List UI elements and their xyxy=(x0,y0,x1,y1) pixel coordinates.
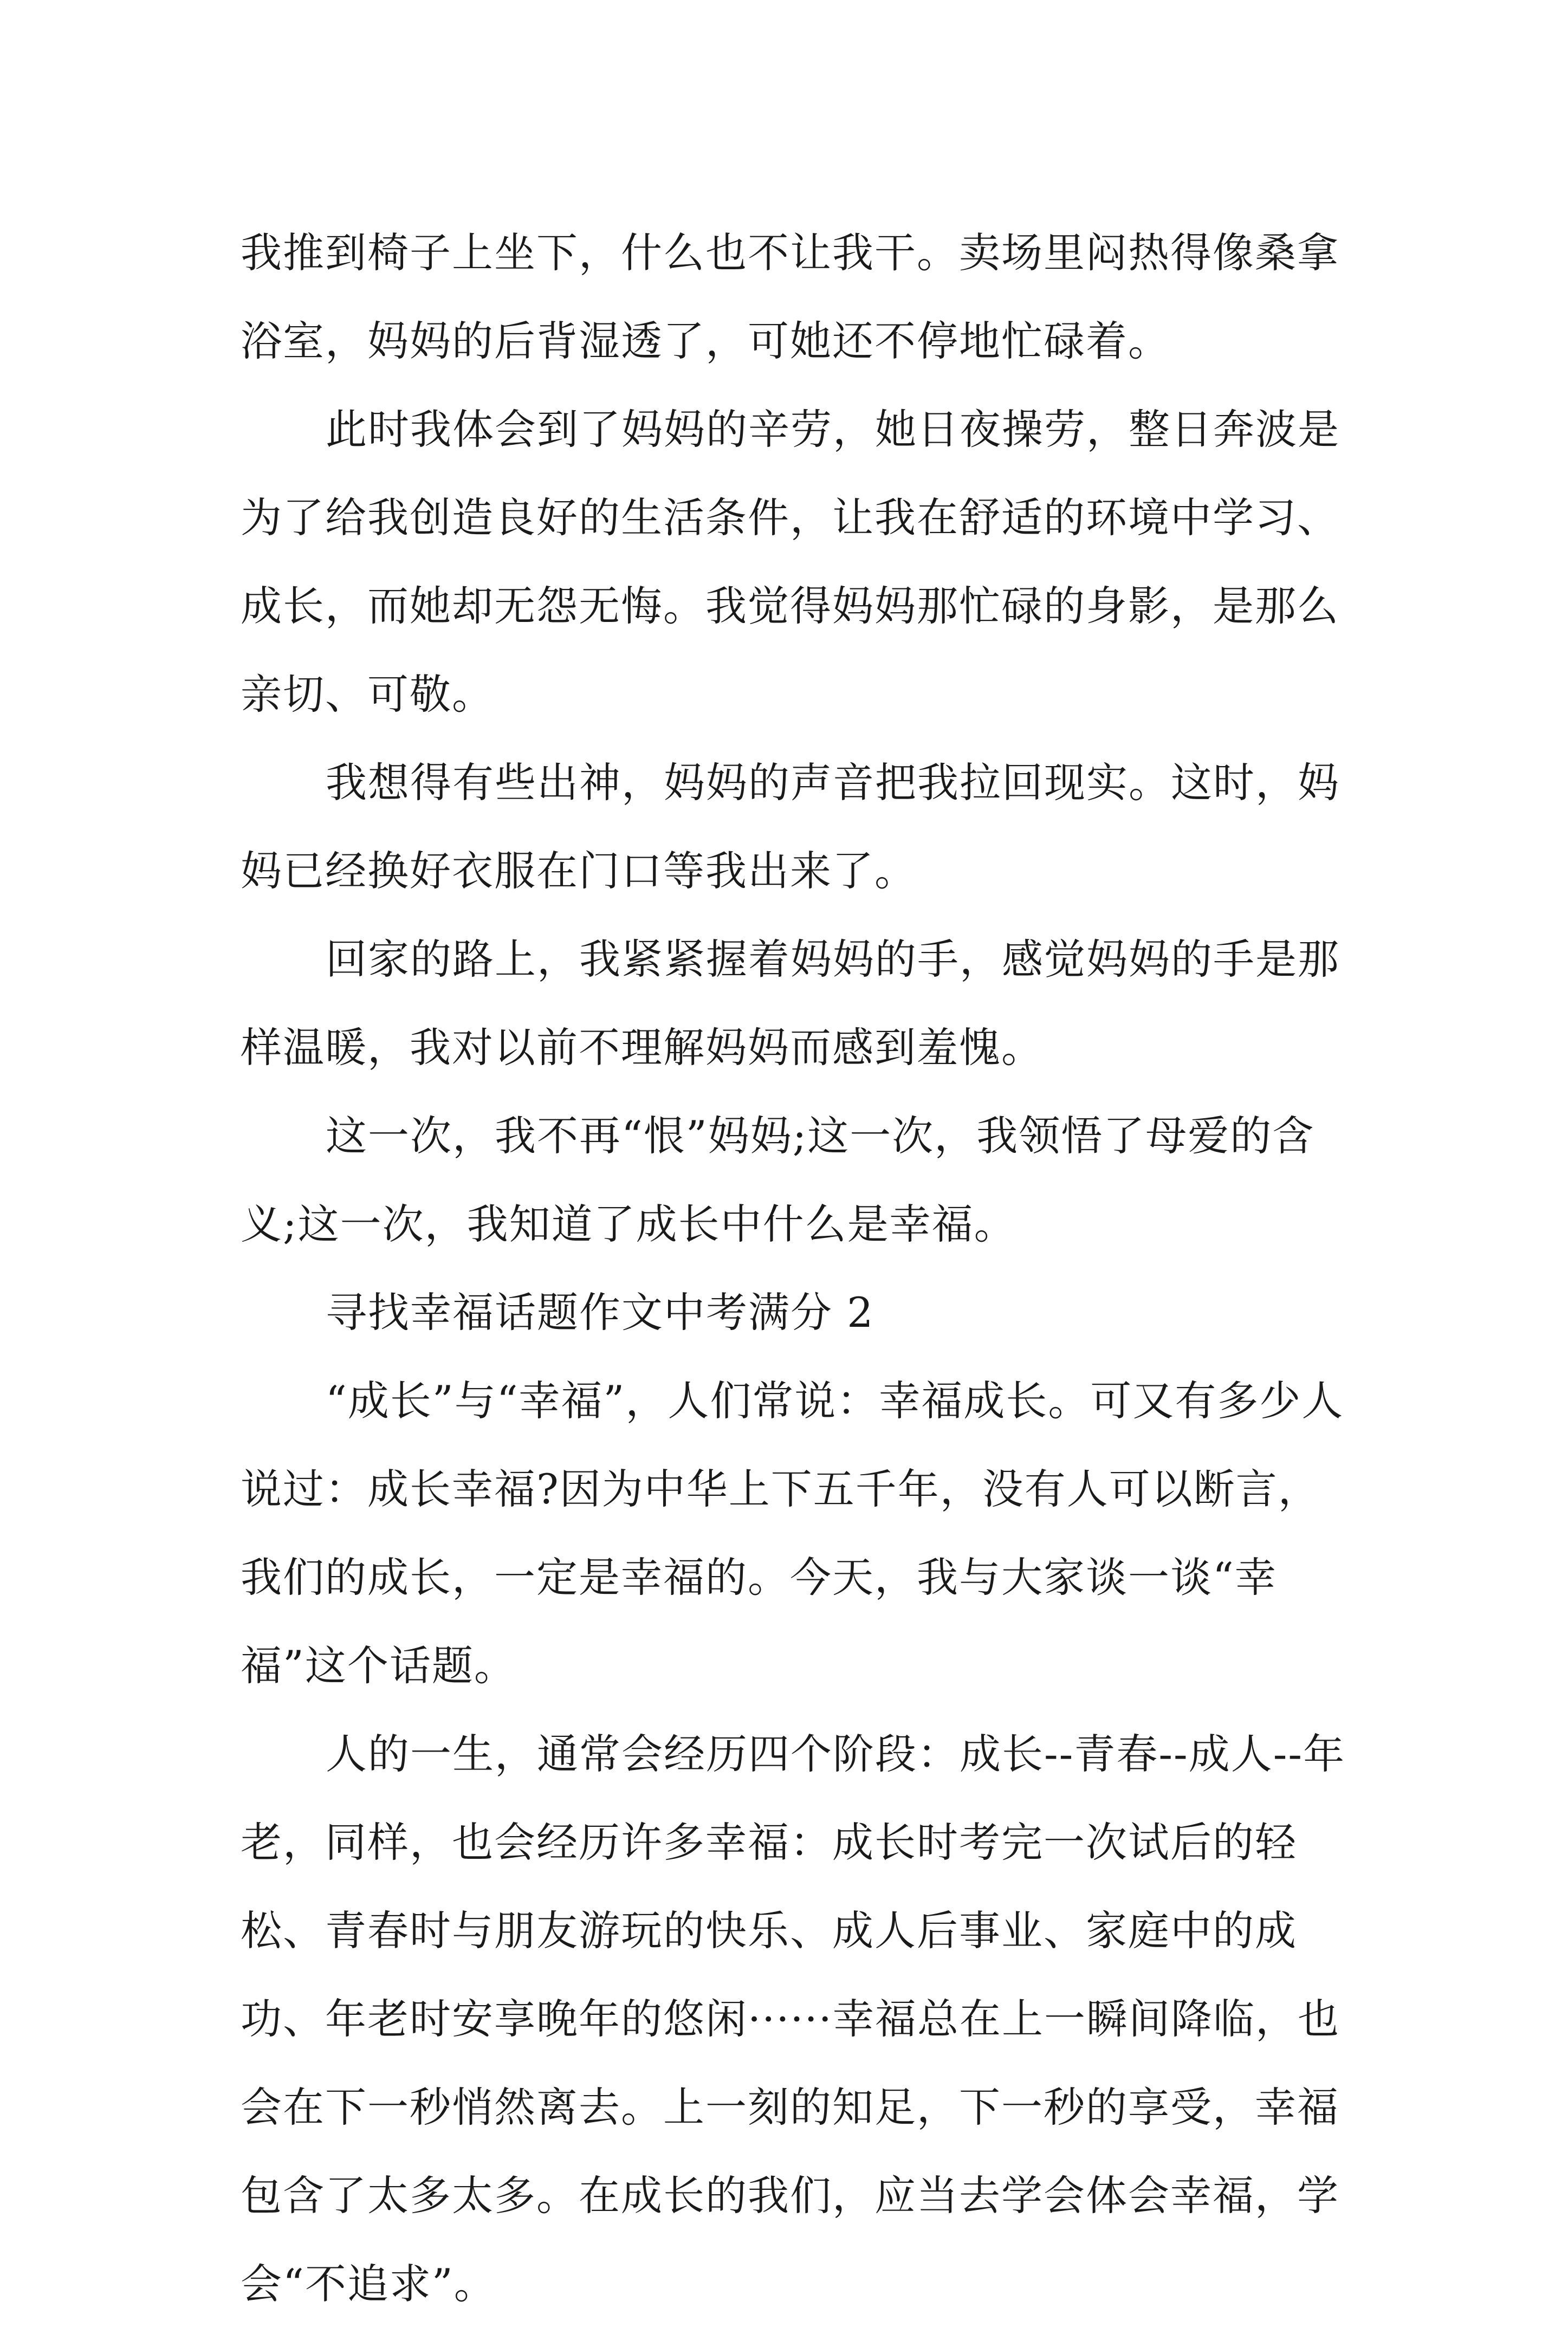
paragraph: 这一次，我不再“恨”妈妈;这一次，我领悟了母爱的含义;这一次，我知道了成长中什么是幸福。 xyxy=(241,1112,1315,1248)
section-title: 寻找幸福话题作文中考满分 2 xyxy=(326,1288,874,1337)
paragraph: 此时我体会到了妈妈的辛劳，她日夜操劳，整日奔波是为了给我创造良好的生活条件，让我在舒适的环境中学习、成长，而她却无怨无悔。我觉得妈妈那忙碌的身影，是那么亲切、可敬。 xyxy=(241,405,1340,718)
paragraph: 人的一生，通常会经历四个阶段：成长--青春--成人--年老，同样，也会经历许多幸福：成长时考完一次试后的轻松、青春时与朋友游玩的快乐、成人后事业、家庭中的成功、年老时安享晚年的悠闲······幸福总在上一瞬间降临，也会在下一秒悄然离去。上一刻的知足，下一秒的享受，幸福包含了太多太多。在成长的我们，应当去学会体会幸福，学会“不追求”。 xyxy=(241,1730,1346,2308)
paragraph-continuation: 我推到椅子上坐下，什么也不让我干。卖场里闷热得像桑拿浴室，妈妈的后背湿透了，可她还不停地忙碌着。 xyxy=(241,229,1339,365)
paragraph: “成长”与“幸福”，人们常说：幸福成长。可又有多少人说过：成长幸福?因为中华上下五千年，没有人可以断言，我们的成长，一定是幸福的。今天，我与大家谈一谈“幸福”这个话题。 xyxy=(241,1377,1344,1690)
paragraph: 我想得有些出神，妈妈的声音把我拉回现实。这时，妈妈已经换好衣服在门口等我出来了。 xyxy=(241,758,1340,895)
document-body xyxy=(241,209,1349,2328)
paragraph: 回家的路上，我紧紧握着妈妈的手，感觉妈妈的手是那样温暖，我对以前不理解妈妈而感到羞愧。 xyxy=(241,935,1340,1072)
